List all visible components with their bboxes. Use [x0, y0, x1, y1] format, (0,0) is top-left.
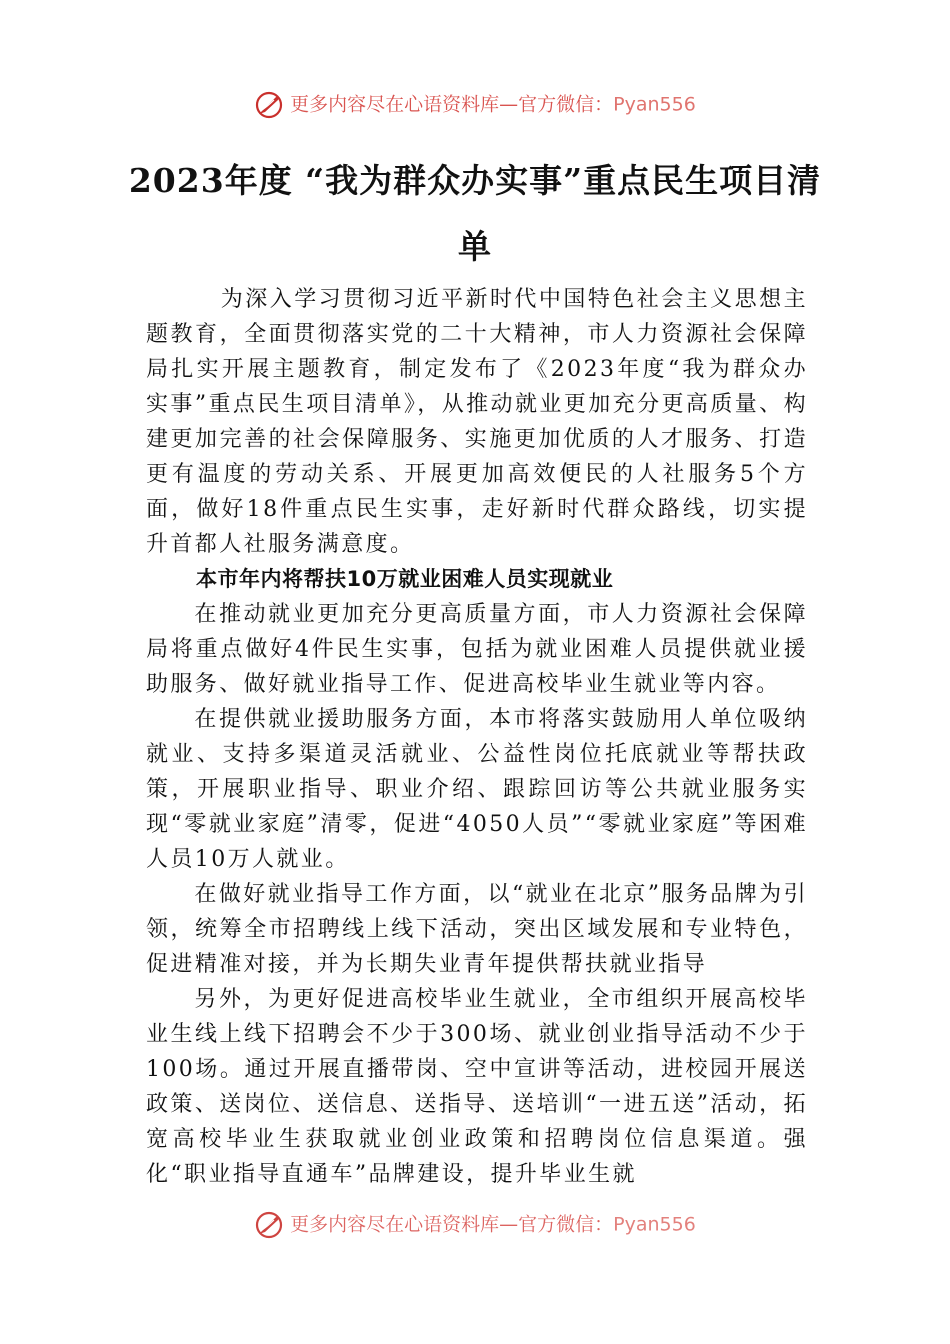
watermark-header [0, 88, 950, 120]
section-heading: 本市年内将帮扶10万就业困难人员实现就业 [196, 567, 614, 591]
document-title: 2023年度 “我为群众办实事”重点民生项目清单 [128, 161, 822, 266]
watermark-text: 更多内容尽在心语资料库—官方微信： [290, 93, 614, 116]
watermark-wechat-id: Pyan556 [613, 1213, 696, 1236]
watermark-text: 更多内容尽在心语资料库—官方微信： [290, 1213, 614, 1236]
quill-logo-icon [254, 90, 284, 120]
intro-paragraph: 为深入学习贯彻习近平新时代中国特色社会主义思想主题教育，全面贯彻落实党的二十大精神，市人力资源社会保障局扎实开展主题教育，制定发布了《2023年度“我为群众办实事”重点民生项目清单》，从推动就业更加充分更高质量、构建更加完善的社会保障服务、实施更加优质的人才服务、打造更有温度的劳动关系、开展更加高效便民的人社服务5个方面，做好18件重点民生实事，走好新时代群众路线，切实提升首都人社服务满意度。 [146, 287, 808, 557]
document-body [146, 282, 808, 1192]
watermark-wechat-id: Pyan556 [613, 93, 696, 116]
body-paragraph: 在推动就业更加充分更高质量方面，市人力资源社会保障局将重点做好4件民生实事，包括为就业困难人员提供就业援助服务、做好就业指导工作、促进高校毕业生就业等内容。 [146, 602, 808, 697]
quill-logo-icon [254, 1210, 284, 1240]
body-paragraph: 在提供就业援助服务方面，本市将落实鼓励用人单位吸纳就业、支持多渠道灵活就业、公益性岗位托底就业等帮扶政策，开展职业指导、职业介绍、跟踪回访等公共就业服务实现“零就业家庭”清零，促进“4050人员”“零就业家庭”等困难人员10万人就业。 [146, 707, 808, 872]
watermark-footer [0, 1208, 950, 1240]
body-paragraph: 在做好就业指导工作方面，以“就业在北京”服务品牌为引领，统筹全市招聘线上线下活动，突出区域发展和专业特色，促进精准对接，并为长期失业青年提供帮扶就业指导 [146, 882, 808, 977]
body-paragraph: 另外，为更好促进高校毕业生就业，全市组织开展高校毕业生线上线下招聘会不少于300场、就业创业指导活动不少于100场。通过开展直播带岗、空中宣讲等活动，进校园开展送政策、送岗位、送信息、送指导、送培训“一进五送”活动，拓宽高校毕业生获取就业创业政策和招聘岗位信息渠道。强化“职业指导直通车”品牌建设，提升毕业生就 [146, 987, 808, 1187]
